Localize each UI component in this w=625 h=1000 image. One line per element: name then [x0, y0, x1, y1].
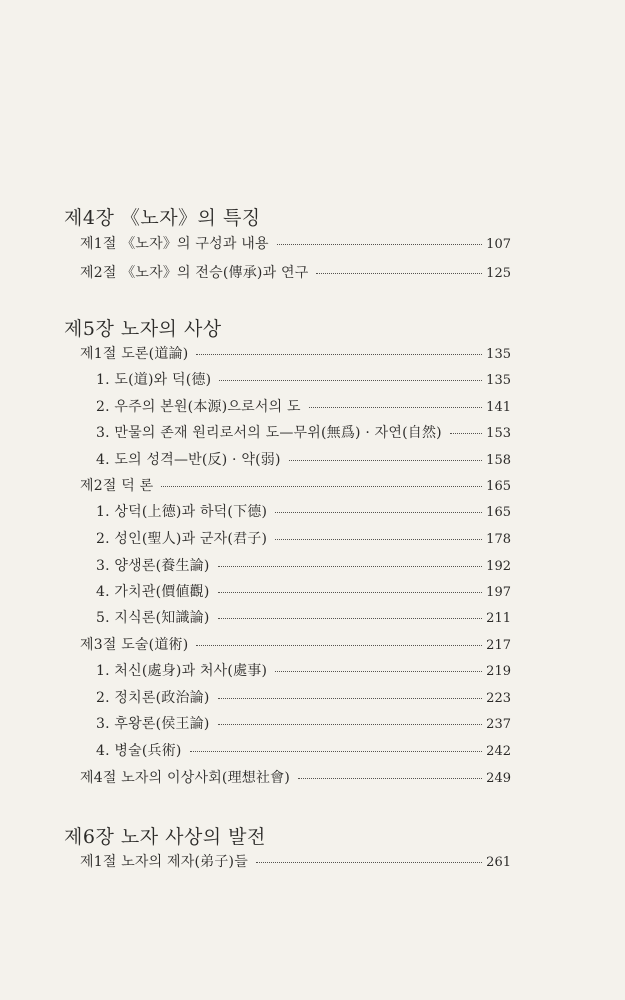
toc-entry[interactable]: [80, 475, 511, 495]
toc-entry[interactable]: [96, 713, 511, 733]
page-number: 158: [486, 453, 511, 468]
dot-leader: [218, 724, 483, 725]
dot-leader: [450, 433, 482, 434]
entry-label: 제1절 노자의 제자(弟子)들: [80, 854, 248, 870]
toc-entry[interactable]: [96, 740, 511, 760]
dot-leader: [196, 645, 482, 646]
page-number: 217: [486, 638, 511, 653]
entry-label: 1. 상덕(上德)과 하덕(下德): [96, 504, 268, 520]
dot-leader: [256, 862, 482, 863]
chapter-6-title: 제6장 노자 사상의 발전: [64, 826, 266, 848]
page-number: 107: [486, 237, 511, 252]
toc-entry[interactable]: [96, 449, 511, 469]
entry-label: 3. 양생론(養生論): [96, 558, 210, 574]
entry-label: 4. 가치관(價値觀): [96, 584, 210, 600]
toc-entry[interactable]: [96, 581, 511, 601]
dot-leader: [309, 407, 483, 408]
entry-label: 2. 성인(聖人)과 군자(君子): [96, 531, 268, 547]
toc-entry[interactable]: [80, 767, 511, 787]
entry-label: 제3절 도술(道術): [80, 637, 189, 653]
page-number: 165: [486, 479, 511, 494]
entry-label: 4. 병술(兵術): [96, 743, 182, 759]
entry-label: 1. 처신(處身)과 처사(處事): [96, 663, 268, 679]
toc-entry[interactable]: [80, 851, 511, 871]
dot-leader: [190, 751, 483, 752]
page-number: 165: [486, 505, 511, 520]
dot-leader: [316, 273, 482, 274]
dot-leader: [275, 539, 482, 540]
page-number: 211: [486, 611, 511, 626]
toc-entry[interactable]: [80, 262, 511, 282]
entry-label: 2. 정치론(政治論): [96, 690, 210, 706]
page-number: 261: [486, 855, 511, 870]
entry-label: 제4절 노자의 이상사회(理想社會): [80, 770, 291, 786]
page-number: 135: [486, 373, 511, 388]
dot-leader: [218, 592, 483, 593]
dot-leader: [218, 566, 483, 567]
entry-label: 3. 만물의 존재 원리로서의 도—무위(無爲) · 자연(自然): [96, 425, 442, 441]
page-number: 192: [486, 559, 511, 574]
page-number: 249: [486, 771, 511, 786]
entry-label: 제2절 덕 론: [80, 478, 154, 494]
dot-leader: [219, 380, 482, 381]
toc-entry[interactable]: [96, 369, 511, 389]
dot-leader: [218, 698, 483, 699]
toc-entry[interactable]: [96, 422, 511, 442]
page-number: 223: [486, 691, 511, 706]
dot-leader: [218, 618, 483, 619]
toc-entry[interactable]: [96, 501, 511, 521]
toc-entry[interactable]: [80, 233, 511, 253]
toc-entry[interactable]: [96, 555, 511, 575]
dot-leader: [275, 512, 482, 513]
entry-label: 1. 도(道)와 덕(德): [96, 372, 212, 388]
page-number: 219: [486, 664, 511, 679]
page-number: 197: [486, 585, 511, 600]
toc-entry[interactable]: [96, 607, 511, 627]
page-number: 135: [486, 347, 511, 362]
page-number: 125: [486, 266, 511, 281]
page-number: 242: [486, 744, 511, 759]
dot-leader: [298, 778, 482, 779]
entry-label: 2. 우주의 본원(本源)으로서의 도: [96, 399, 301, 415]
dot-leader: [275, 671, 482, 672]
toc-entry[interactable]: [96, 660, 511, 680]
entry-label: 5. 지식론(知識論): [96, 610, 210, 626]
toc-entry[interactable]: [80, 343, 511, 363]
page-number: 153: [486, 426, 511, 441]
dot-leader: [196, 354, 482, 355]
dot-leader: [289, 460, 483, 461]
page-number: 178: [486, 532, 511, 547]
entry-label: 제1절 《노자》의 구성과 내용: [80, 236, 269, 252]
page-number: 237: [486, 717, 511, 732]
chapter-5-title: 제5장 노자의 사상: [64, 318, 222, 340]
toc-entry[interactable]: [96, 528, 511, 548]
toc-entry[interactable]: [80, 634, 511, 654]
entry-label: 제2절 《노자》의 전승(傳承)과 연구: [80, 265, 309, 281]
page-number: 141: [486, 400, 511, 415]
toc-entry[interactable]: [96, 687, 511, 707]
entry-label: 4. 도의 성격—반(反) · 약(弱): [96, 452, 281, 468]
entry-label: 제1절 도론(道論): [80, 346, 189, 362]
entry-label: 3. 후왕론(侯王論): [96, 716, 210, 732]
dot-leader: [277, 244, 482, 245]
toc-entry[interactable]: [96, 396, 511, 416]
dot-leader: [161, 486, 482, 487]
chapter-4-title: 제4장 《노자》의 특징: [64, 207, 261, 229]
